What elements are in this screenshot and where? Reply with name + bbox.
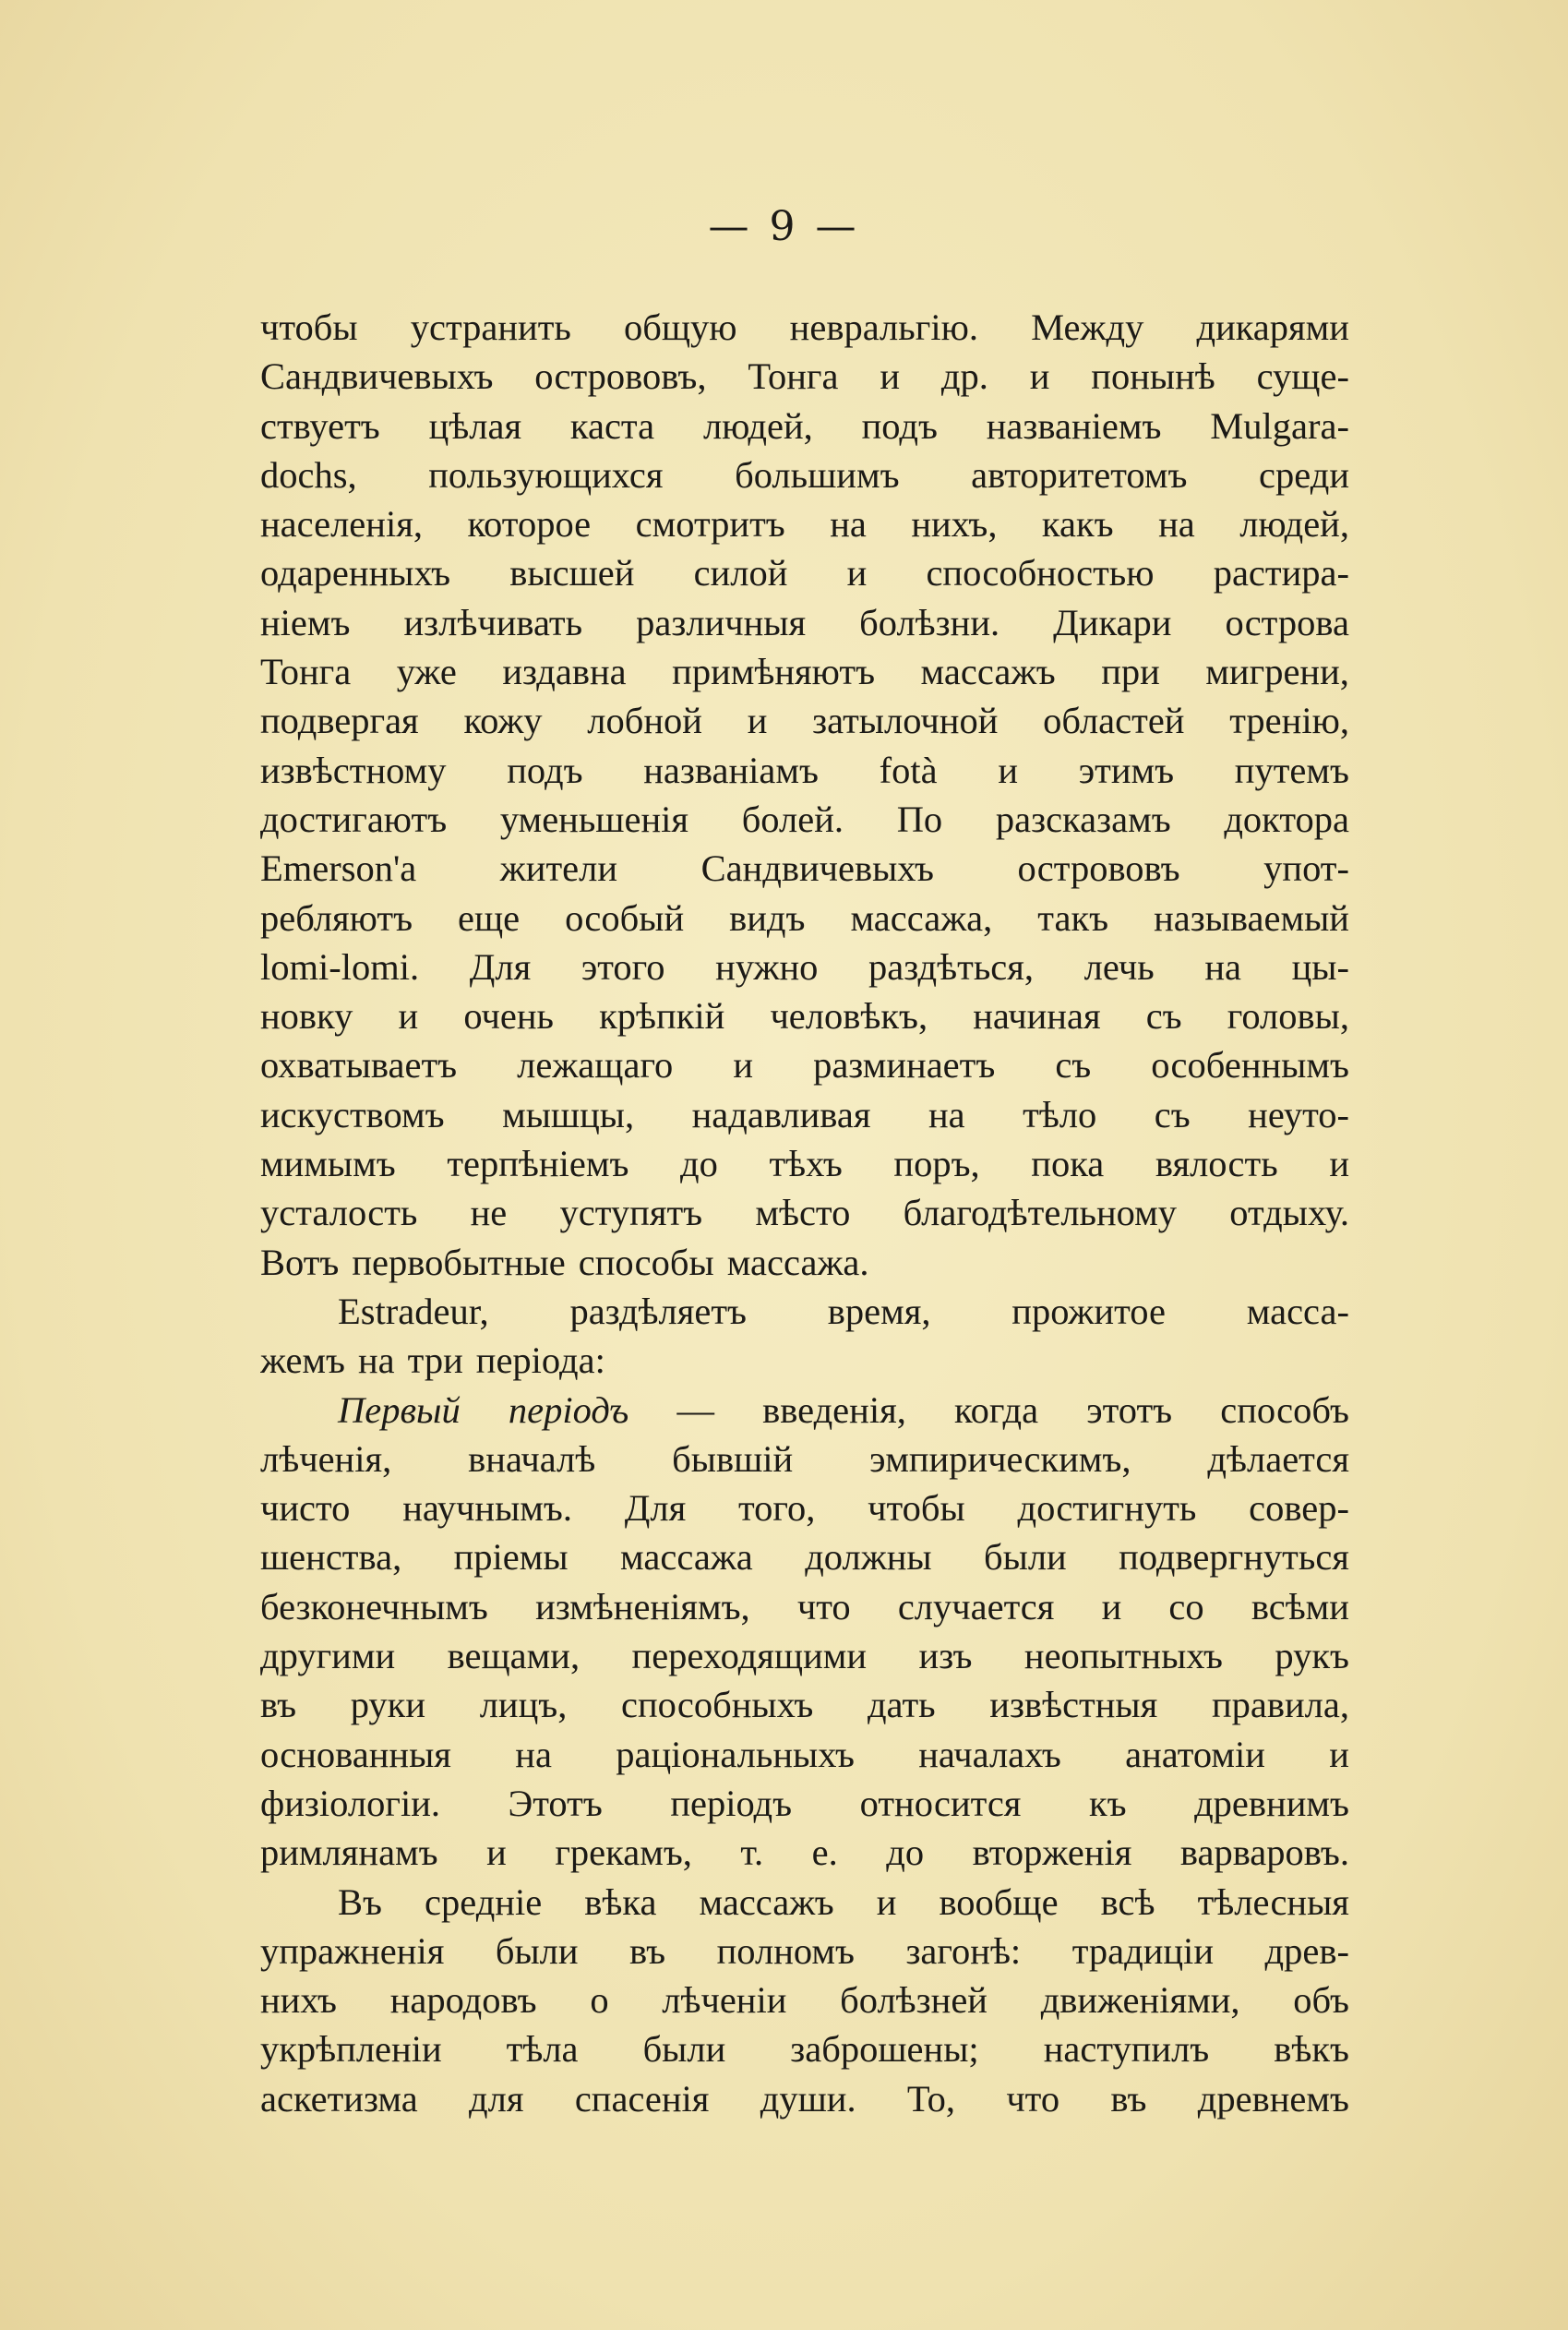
word: ребляютъ: [260, 896, 413, 939]
word: основанныя: [260, 1733, 451, 1775]
word: до: [680, 1143, 718, 1185]
word: народовъ: [389, 1979, 537, 2022]
word: періода:: [475, 1339, 605, 1382]
text-line: [260, 1435, 1349, 1483]
word: растира-: [1213, 552, 1349, 595]
word: жители: [499, 847, 618, 890]
word: достигаютъ: [260, 798, 448, 840]
word: пока: [1031, 1143, 1105, 1185]
text-line: [260, 991, 1349, 1040]
word: авторитетомъ: [971, 453, 1188, 496]
word: мѣсто: [755, 1192, 851, 1234]
word: извѣстному: [260, 749, 447, 791]
text-line: [260, 402, 1349, 450]
word: движеніями,: [1040, 1979, 1240, 2022]
word: тренію,: [1229, 700, 1349, 742]
word: цѣлая: [428, 404, 522, 447]
text-line: [260, 1582, 1349, 1631]
word: и: [1329, 1733, 1349, 1775]
word: какъ: [1041, 503, 1114, 546]
word: надавливая: [691, 1093, 871, 1135]
word: для: [469, 2077, 524, 2120]
word: особый: [565, 896, 685, 939]
text-line: [260, 1336, 1349, 1385]
word: нихъ: [260, 1979, 337, 2022]
word: новку: [260, 995, 353, 1038]
word: поръ,: [893, 1143, 980, 1185]
word: были: [984, 1536, 1067, 1579]
word: этотъ: [1086, 1388, 1173, 1431]
text-line: [260, 548, 1349, 597]
word: не: [470, 1192, 508, 1234]
text-line: [260, 696, 1349, 745]
word: цы-: [1291, 945, 1349, 988]
text-line: [260, 1483, 1349, 1532]
word: лобной: [587, 700, 702, 742]
word: понынѣ: [1091, 355, 1215, 398]
word: lomi-lomi.: [260, 945, 420, 988]
word: силой: [693, 552, 788, 595]
word: уступятъ: [559, 1192, 703, 1234]
word: три: [407, 1339, 463, 1382]
text-line: [260, 1631, 1349, 1680]
word: большимъ: [735, 453, 900, 496]
word: болѣзни.: [859, 601, 1000, 643]
text-line: [260, 1828, 1349, 1877]
word: fotà: [879, 749, 938, 791]
word: и: [846, 552, 868, 595]
word: головы,: [1227, 995, 1349, 1038]
word: dochs,: [260, 453, 357, 496]
word: римлянамъ: [260, 1832, 438, 1874]
word: на: [358, 1339, 395, 1382]
word: первобытные: [352, 1241, 566, 1283]
word: путемъ: [1234, 749, 1349, 791]
word: древ-: [1264, 1929, 1349, 1972]
word: массажа.: [726, 1241, 869, 1283]
text-line: [260, 1386, 1349, 1435]
text-line: [260, 303, 1349, 352]
word: разминаетъ: [813, 1044, 996, 1087]
word: Тонга: [260, 651, 352, 693]
word: названіемъ: [986, 404, 1162, 447]
word: того,: [737, 1487, 816, 1530]
word: извѣстныя: [989, 1684, 1158, 1726]
body-text: [260, 303, 1349, 2123]
word: способныхъ: [621, 1684, 814, 1726]
word: такъ: [1037, 896, 1109, 939]
word: уменьшенія: [499, 798, 689, 840]
word: массажъ: [699, 1880, 834, 1923]
word: мигрени,: [1205, 651, 1349, 693]
text-line: [260, 1139, 1349, 1188]
word: случается: [897, 1585, 1055, 1627]
word: населенія,: [260, 503, 423, 546]
word: разсказамъ: [995, 798, 1171, 840]
word: древнимъ: [1194, 1782, 1349, 1824]
word: и: [486, 1832, 507, 1874]
word: искуствомъ: [260, 1093, 445, 1135]
word: начиная: [973, 995, 1101, 1038]
word: изъ: [918, 1635, 973, 1677]
word: дать: [867, 1684, 936, 1726]
word: областей: [1043, 700, 1185, 742]
word: традиціи: [1071, 1929, 1214, 1972]
word: массажа: [620, 1536, 753, 1579]
word: одаренныхъ: [260, 552, 451, 595]
word: высшей: [509, 552, 635, 595]
word: относится: [859, 1782, 1022, 1824]
word: благодѣтельному: [903, 1192, 1178, 1234]
word: вѣкъ: [1274, 2028, 1349, 2071]
word: были: [495, 1929, 579, 1972]
word: на: [1158, 503, 1195, 546]
word: острововъ: [1017, 847, 1180, 890]
text-line: [260, 1730, 1349, 1779]
word: крѣпкій: [599, 995, 725, 1038]
word: вещами,: [447, 1635, 581, 1677]
word: лежащаго: [517, 1044, 674, 1087]
word: неопытныхъ: [1023, 1635, 1223, 1677]
word: тѣла: [506, 2028, 579, 2071]
word: подъ: [507, 749, 583, 791]
text-line: [260, 2024, 1349, 2073]
word: переходящими: [631, 1635, 868, 1677]
word: раздѣться,: [868, 945, 1035, 988]
word: грекамъ,: [555, 1832, 692, 1874]
word: массажа,: [850, 896, 993, 939]
word: затылочной: [812, 700, 999, 742]
word: съ: [1055, 1044, 1092, 1087]
page-number: — 9 —: [708, 203, 860, 250]
word: другими: [260, 1635, 396, 1677]
word: на: [830, 503, 867, 546]
text-line: [260, 352, 1349, 401]
word: до: [886, 1832, 925, 1874]
word: достигнуть: [1017, 1487, 1197, 1530]
word: еще: [458, 896, 521, 939]
word: тѣло: [1023, 1093, 1097, 1135]
word: подвергнуться: [1119, 1536, 1349, 1579]
word: мимымъ: [260, 1143, 396, 1185]
word: дикарями: [1196, 306, 1349, 348]
text-line: [260, 1040, 1349, 1089]
word: вообще: [939, 1880, 1059, 1923]
word: и: [1329, 1143, 1349, 1185]
text-line: [260, 1680, 1349, 1729]
word: безконечнымъ: [260, 1585, 488, 1627]
word: въ: [260, 1684, 297, 1726]
word: человѣкъ,: [770, 995, 928, 1038]
word: съ: [1145, 995, 1182, 1038]
word: усталость: [260, 1192, 418, 1234]
word: наступилъ: [1043, 2028, 1210, 2071]
word: періодъ: [670, 1782, 793, 1824]
word: этого: [581, 945, 665, 988]
text-line: [260, 1238, 1349, 1287]
word: лечь: [1083, 945, 1155, 988]
word: средніе: [425, 1880, 543, 1923]
word: и: [1101, 1585, 1122, 1627]
word: пріемы: [453, 1536, 569, 1579]
word: Между: [1031, 306, 1144, 348]
text-line: [260, 598, 1349, 647]
word: заброшены;: [790, 2028, 979, 2071]
word: способы: [578, 1241, 714, 1283]
text-line: [260, 1287, 1349, 1336]
word: особеннымъ: [1151, 1044, 1349, 1087]
word: очень: [463, 995, 555, 1038]
word: на: [515, 1733, 552, 1775]
word: и: [398, 995, 419, 1038]
word: ствуетъ: [260, 404, 380, 447]
word: способъ: [1220, 1388, 1349, 1431]
text-line: [260, 844, 1349, 893]
word: съ: [1154, 1093, 1191, 1135]
word: бывшій: [672, 1437, 794, 1480]
word: объ: [1293, 1979, 1349, 2022]
word: всѣ: [1100, 1880, 1155, 1923]
word: руки: [350, 1684, 426, 1726]
word: раціональныхъ: [616, 1733, 855, 1775]
word: др.: [940, 355, 988, 398]
text-line: [260, 1090, 1349, 1139]
word: Для: [624, 1487, 687, 1530]
word: —: [676, 1388, 714, 1431]
word: и: [733, 1044, 754, 1087]
word: въ: [629, 1929, 666, 1972]
word: т.: [740, 1832, 764, 1874]
word: время,: [827, 1290, 931, 1332]
word: названіамъ: [643, 749, 819, 791]
word: анатоміи: [1125, 1733, 1265, 1775]
word: Тонга: [748, 355, 839, 398]
word: полномъ: [716, 1929, 855, 1972]
word: физіологіи.: [260, 1782, 441, 1824]
word: и: [876, 1880, 897, 1923]
word: вялость: [1155, 1143, 1278, 1185]
word: охватываетъ: [260, 1044, 458, 1087]
word: Estradeur,: [338, 1290, 489, 1332]
word: мышцы,: [502, 1093, 635, 1135]
word: рукъ: [1275, 1635, 1349, 1677]
word: должны: [805, 1536, 932, 1579]
word: масса-: [1246, 1290, 1349, 1332]
word: массажъ: [920, 651, 1056, 693]
word: совер-: [1249, 1487, 1349, 1530]
word: Сандвичевыхъ: [700, 847, 934, 890]
word: чтобы: [260, 306, 358, 348]
word: прожитое: [1011, 1290, 1166, 1332]
word: нихъ,: [911, 503, 998, 546]
text-line: [260, 795, 1349, 844]
text-line: [260, 1878, 1349, 1927]
word: чисто: [260, 1487, 351, 1530]
word: аскетизма: [260, 2077, 418, 2120]
text-line: [260, 499, 1349, 548]
word: пользующихся: [428, 453, 664, 496]
word: души.: [760, 2077, 856, 2120]
word: научнымъ.: [402, 1487, 572, 1530]
text-line: [260, 1779, 1349, 1828]
word: лицъ,: [479, 1684, 568, 1726]
word: шенства,: [260, 1536, 402, 1579]
text-line: [260, 943, 1349, 991]
word: чтобы: [868, 1487, 965, 1530]
word: началахъ: [918, 1733, 1061, 1775]
word: Сандвичевыхъ: [260, 355, 494, 398]
word: эмпирическимъ,: [869, 1437, 1131, 1480]
word: людей,: [1239, 503, 1349, 546]
text-line: [260, 2074, 1349, 2123]
word: общую: [624, 306, 737, 348]
word: укрѣпленіи: [260, 2028, 442, 2071]
text-line: [260, 1188, 1349, 1237]
word: лѣченія,: [260, 1437, 392, 1480]
word: е.: [811, 1832, 838, 1874]
text-line: [260, 647, 1349, 696]
word: загонѣ:: [905, 1929, 1022, 1972]
text-line: [260, 450, 1349, 499]
word: которое: [467, 503, 592, 546]
word: лѣченіи: [662, 1979, 787, 2022]
word: измѣненіямъ,: [535, 1585, 750, 1627]
word: различныя: [636, 601, 807, 643]
word: Mulgara-: [1210, 404, 1349, 447]
word: всѣми: [1251, 1585, 1349, 1627]
word: введенія,: [762, 1388, 906, 1431]
word: раздѣляетъ: [569, 1290, 747, 1332]
word: подъ: [861, 404, 938, 447]
word: среди: [1259, 453, 1349, 496]
word: Emerson'a: [260, 847, 417, 890]
word: дѣлается: [1207, 1437, 1349, 1480]
word: со: [1168, 1585, 1204, 1627]
word: издавна: [502, 651, 627, 693]
text-line: [260, 1532, 1349, 1581]
word: вѣка: [584, 1880, 657, 1923]
word: людей,: [702, 404, 813, 447]
word: что: [796, 1585, 851, 1627]
word: примѣняютъ: [672, 651, 876, 693]
word: спасенія: [574, 2077, 710, 2120]
word: на: [928, 1093, 965, 1135]
word: По: [896, 798, 943, 840]
word: и: [998, 749, 1019, 791]
word: суще-: [1256, 355, 1349, 398]
word: устранить: [410, 306, 571, 348]
word: были: [642, 2028, 726, 2071]
word: Дикари: [1053, 601, 1172, 643]
word: острововъ,: [534, 355, 707, 398]
word: невральгію.: [789, 306, 978, 348]
word: когда: [954, 1388, 1039, 1431]
word: Вотъ: [260, 1241, 340, 1283]
word: видъ: [729, 896, 806, 939]
word: острова: [1225, 601, 1349, 643]
word: и: [1029, 355, 1050, 398]
word: уже: [396, 651, 457, 693]
word: Въ: [338, 1880, 382, 1923]
word: способностью: [926, 552, 1155, 595]
word: тѣлесныя: [1197, 1880, 1349, 1923]
word: упражненія: [260, 1929, 445, 1972]
word: періодъ: [508, 1388, 629, 1431]
word: о: [590, 1979, 609, 2022]
word: нужно: [715, 945, 819, 988]
word: жемъ: [260, 1339, 345, 1382]
word: этимъ: [1078, 749, 1175, 791]
word: Первый: [338, 1388, 461, 1431]
word: тѣхъ: [769, 1143, 843, 1185]
text-line: [260, 1976, 1349, 2024]
word: и: [880, 355, 901, 398]
word: каста: [569, 404, 655, 447]
word: неуто-: [1248, 1093, 1349, 1135]
word: излѣчивать: [403, 601, 583, 643]
word: что: [1006, 2077, 1060, 2120]
word: болей.: [741, 798, 844, 840]
word: правила,: [1211, 1684, 1349, 1726]
word: терпѣніемъ: [447, 1143, 629, 1185]
word: Этотъ: [508, 1782, 603, 1824]
word: къ: [1088, 1782, 1127, 1824]
word: на: [1204, 945, 1241, 988]
text-line: [260, 894, 1349, 943]
word: и: [747, 700, 768, 742]
word: Для: [469, 945, 532, 988]
word: То,: [906, 2077, 955, 2120]
word: вначалѣ: [468, 1437, 596, 1480]
word: подвергая: [260, 700, 419, 742]
word: въ: [1110, 2077, 1147, 2120]
text-line: [260, 746, 1349, 795]
word: отдыху.: [1229, 1192, 1349, 1234]
word: древнемъ: [1197, 2077, 1349, 2120]
word: доктора: [1224, 798, 1349, 840]
word: упот-: [1263, 847, 1349, 890]
word: смотритъ: [635, 503, 785, 546]
word: при: [1101, 651, 1160, 693]
word: ніемъ: [260, 601, 351, 643]
word: называемый: [1154, 896, 1349, 939]
text-line: [260, 1927, 1349, 1976]
word: вторженія: [972, 1832, 1132, 1874]
word: варваровъ.: [1179, 1832, 1349, 1874]
word: болѣзней: [840, 1979, 987, 2022]
word: кожу: [463, 700, 543, 742]
